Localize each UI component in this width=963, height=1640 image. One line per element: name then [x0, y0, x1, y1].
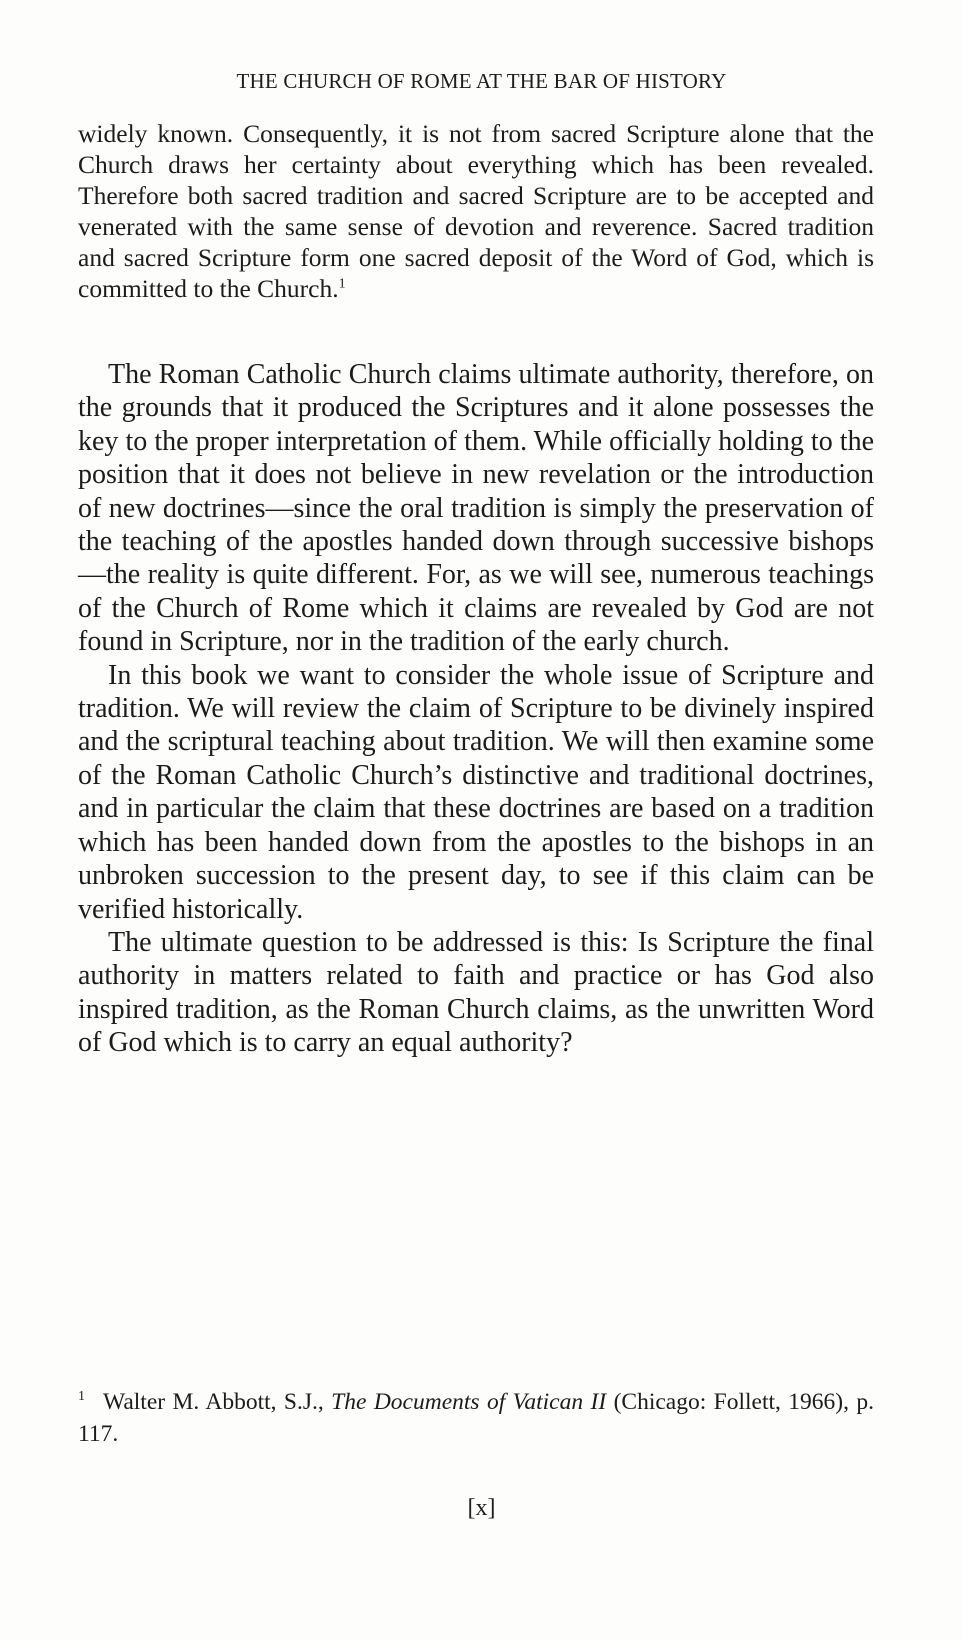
body-text [78, 358, 874, 1060]
page-number: [x] [467, 1495, 496, 1521]
footnote-marker: 1 [78, 1388, 86, 1405]
footnote-reference: 1 [338, 276, 346, 292]
body-paragraph-2: In this book we want to consider the whole issue of Scripture and tradition. We will review the claim of Scripture to be divinely inspired and the scriptural teaching about tradition. We will then examine some of the Roman Catholic Church’s distinctive and traditional doctrines, and in particular the claim that these doctrines are based on a tradition which has been handed down from the apostles to the bishops in an unbroken succession to the present day, to see if this claim can be verified historically. [78, 659, 874, 925]
quote-paragraph [78, 118, 874, 304]
quote-text: widely known. Consequently, it is not from sacred Scripture alone that the Church draws her certainty about everything which has been revealed. Therefore both sacred tradition and sacred Scripture are to be accepted and venerated with the same sense of devotion and reverence. Sacred tradition and sacred Scripture form one sacred deposit of the Word of God, which is committed to the Church. [78, 119, 874, 303]
block-quote [78, 118, 874, 304]
footnote-publication: (Chicago: Follett, 1966), p. 117. [78, 1389, 875, 1447]
footnote-title: The Documents of Vatican II [331, 1389, 607, 1415]
footnote [78, 1386, 874, 1450]
footnote-author: Walter M. Abbott, S.J., [103, 1389, 324, 1415]
running-head: THE CHURCH OF ROME AT THE BAR OF HISTORY [236, 69, 727, 93]
body-paragraph-3: The ultimate question to be addressed is this: Is Scripture the final authority in matters related to faith and practice or has God also inspired tradition, as the Roman Church claims, as the unwritten Word of God which is to carry an equal authority? [78, 926, 874, 1059]
body-paragraph-1: The Roman Catholic Church claims ultimate authority, therefore, on the grounds that it produced the Scriptures and it alone possesses the key to the proper interpretation of them. While officially holding to the position that it does not believe in new revelation or the introduction of new doctrines—since the oral tradition is simply the preservation of the teaching of the apostles handed down through successive bishops—the reality is quite different. For, as we will see, numerous teachings of the Church of Rome which it claims are revealed by God are not found in Scripture, nor in the tradition of the early church. [78, 359, 874, 658]
